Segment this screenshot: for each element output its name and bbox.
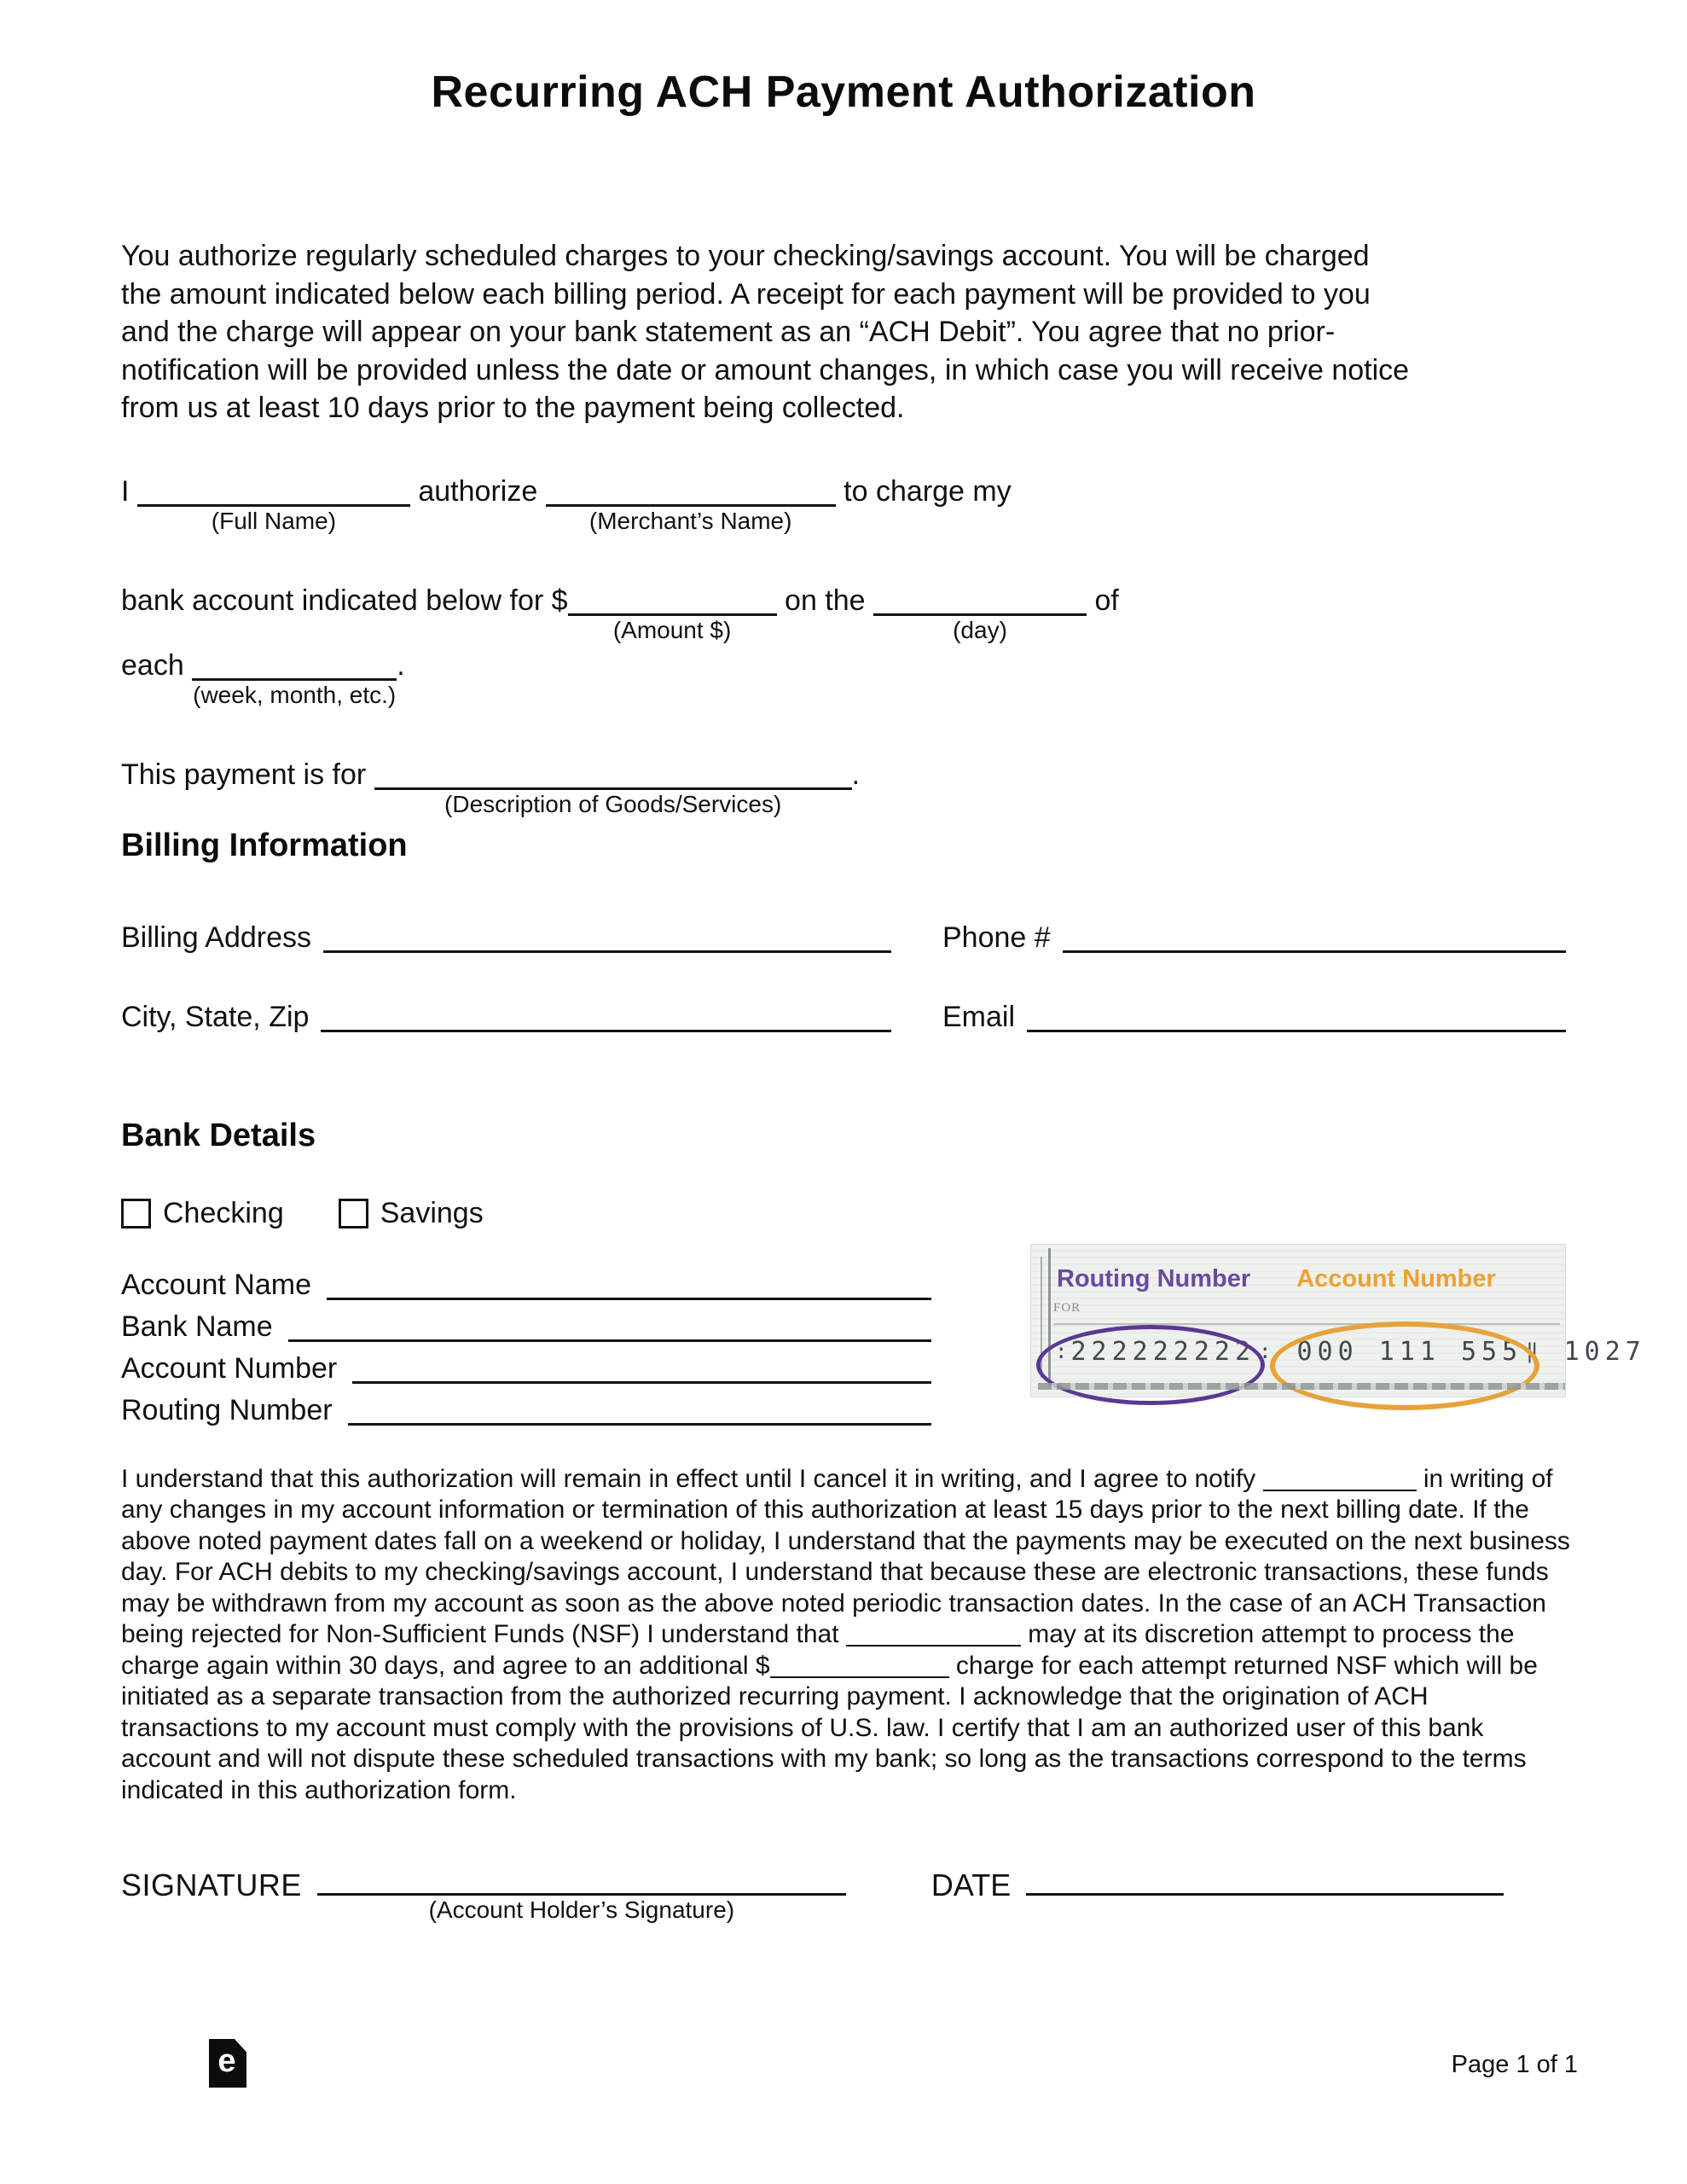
billing-row-2 <box>121 995 1566 1037</box>
signature-hint: (Account Holder’s Signature) <box>428 1896 735 1923</box>
amount-hint: (Amount $) <box>612 616 732 643</box>
notify-party-blank[interactable] <box>1263 1466 1417 1491</box>
authorization-line-1 <box>121 472 1566 534</box>
of-text: of <box>1094 584 1119 617</box>
check-routing-label: Routing Number <box>1057 1264 1251 1292</box>
page-title: Recurring ACH Payment Authorization <box>431 67 1256 117</box>
day-hint: (day) <box>953 616 1007 643</box>
account-name-label: Account Name <box>121 1268 311 1301</box>
payment-description-blank[interactable] <box>374 758 852 817</box>
city-state-zip-blank[interactable] <box>321 1001 891 1032</box>
billing-address-blank[interactable] <box>323 921 891 953</box>
sample-check-image <box>1030 1244 1646 1397</box>
billing-row-1 <box>121 915 1566 957</box>
checking-checkbox[interactable] <box>121 1199 151 1228</box>
charge-suffix-text: to charge my <box>844 474 1012 508</box>
account-number-blank[interactable] <box>352 1352 931 1384</box>
nsf-fee-blank[interactable] <box>770 1653 949 1678</box>
signature-blank[interactable] <box>317 1862 846 1923</box>
routing-number-label: Routing Number <box>121 1393 333 1426</box>
check-perforation-edge <box>1038 1383 1565 1390</box>
micr-transit-symbol: : <box>1055 1339 1068 1363</box>
legal-paragraph <box>121 1464 1571 1807</box>
i-prefix-text: I <box>121 474 130 508</box>
intro-paragraph: You authorize regularly scheduled charges to your checking/savings account. You will be charged the amount indicated below each billing period. A receipt for each payment will be provided to you and the charge will appear on your bank statement as an “ACH Debit”. You agree that no prior-notification will be provided unless the date or amount changes, in which case you will receive notice from us at least 10 days prior to the payment being collected. <box>121 240 1410 424</box>
payment-purpose-line <box>121 755 1566 817</box>
payment-description-hint: (Description of Goods/Services) <box>444 790 782 817</box>
bank-name-blank[interactable] <box>288 1310 931 1342</box>
date-blank[interactable] <box>1026 1862 1504 1896</box>
date-label: DATE <box>930 1867 1012 1902</box>
micr-transit-symbol: : <box>1259 1339 1272 1363</box>
account-name-blank[interactable] <box>327 1269 931 1300</box>
each-period-text: . <box>397 648 405 682</box>
each-text: each <box>121 648 184 682</box>
bank-fields <box>121 1244 931 1430</box>
period-blank[interactable] <box>192 649 397 708</box>
full-name-blank[interactable] <box>137 475 410 534</box>
payment-for-text: This payment is for <box>121 758 367 791</box>
signature-label: SIGNATURE <box>121 1867 302 1902</box>
day-blank[interactable] <box>873 584 1087 643</box>
eforms-logo-letter: e <box>217 2043 236 2079</box>
account-name-row <box>121 1263 931 1304</box>
routing-number-row <box>121 1388 931 1430</box>
micr-on-us-symbol: ‖ <box>1526 1339 1539 1363</box>
full-name-hint: (Full Name) <box>211 507 337 534</box>
micr-routing-digits: 222222222 <box>1070 1336 1256 1367</box>
phone-label: Phone # <box>942 921 1051 954</box>
city-state-zip-label: City, State, Zip <box>121 1000 310 1033</box>
check-micr-line <box>1052 1337 1646 1367</box>
amount-blank[interactable] <box>568 584 777 643</box>
on-the-text: on the <box>785 584 866 617</box>
period-hint: (week, month, etc.) <box>193 681 397 708</box>
billing-address-label: Billing Address <box>121 921 312 954</box>
legal-text-4: charge for each attempt returned NSF which will be initiated as a separate transaction from the authorized recurring payment. I acknowledge that the origination of ACH transactions to my account must comply with the provisions of U.S. law. I certify that I am an authorized user of this bank account and will not dispute these scheduled transactions with my bank; so long as the transactions correspond to the terms indicated in this authorization form. <box>121 1651 1538 1804</box>
account-type-row <box>121 1197 1566 1230</box>
eforms-logo <box>209 2039 246 2088</box>
bank-name-row <box>121 1304 931 1346</box>
legal-text-2: in writing of any changes in my account information or termination of this authorization at least 15 days prior to the next billing date. If the above noted payment dates fall on a weekend or holiday, I understand that the payments may be executed on the next business day. For ACH debits to my checking/savings account, I understand that because these are electronic transactions, these funds may be withdrawn from my account as soon as the above noted periodic transaction dates. In the case of an ACH Transaction being rejected for Non-Sufficient Funds (NSF) I understand that <box>121 1464 1570 1648</box>
bank-name-label: Bank Name <box>121 1310 273 1343</box>
email-label: Email <box>942 1000 1016 1033</box>
bank-account-prefix-text: bank account indicated below for $ <box>121 584 568 617</box>
nsf-party-blank[interactable] <box>846 1621 1021 1647</box>
legal-text-3: may at its discretion attempt to process the charge again within 30 days, and agree to an additional $ <box>121 1620 1515 1680</box>
authorization-line-2 <box>121 581 1566 643</box>
authorize-text: authorize <box>418 474 538 508</box>
checking-label: Checking <box>163 1196 284 1229</box>
check-memo-line <box>1053 1323 1560 1325</box>
savings-checkbox[interactable] <box>339 1199 368 1228</box>
micr-check-number: 1027 <box>1563 1336 1646 1367</box>
phone-blank[interactable] <box>1063 921 1566 953</box>
check-for-label: FOR <box>1053 1300 1081 1315</box>
signature-row <box>121 1862 1566 1923</box>
email-blank[interactable] <box>1027 1001 1566 1032</box>
account-number-row <box>121 1346 931 1388</box>
billing-information-heading: Billing Information <box>121 827 408 863</box>
bank-details-section <box>121 1244 1646 1430</box>
merchant-name-blank[interactable] <box>546 475 836 534</box>
merchant-name-hint: (Merchant’s Name) <box>588 507 792 534</box>
account-number-label: Account Number <box>121 1351 338 1385</box>
savings-label: Savings <box>380 1196 484 1229</box>
legal-text-1: I understand that this authorization will remain in effect until I cancel it in writing, and I agree to notify <box>121 1464 1256 1493</box>
bank-details-heading: Bank Details <box>121 1117 316 1153</box>
check-left-edge <box>1038 1248 1051 1386</box>
payment-period-text: . <box>851 758 861 791</box>
check-account-label: Account Number <box>1296 1264 1496 1292</box>
page-number: Page 1 of 1 <box>1451 2051 1578 2078</box>
routing-number-blank[interactable] <box>348 1394 931 1426</box>
micr-account-digits: 000 111 555 <box>1296 1336 1523 1367</box>
authorization-line-3 <box>121 646 1566 708</box>
